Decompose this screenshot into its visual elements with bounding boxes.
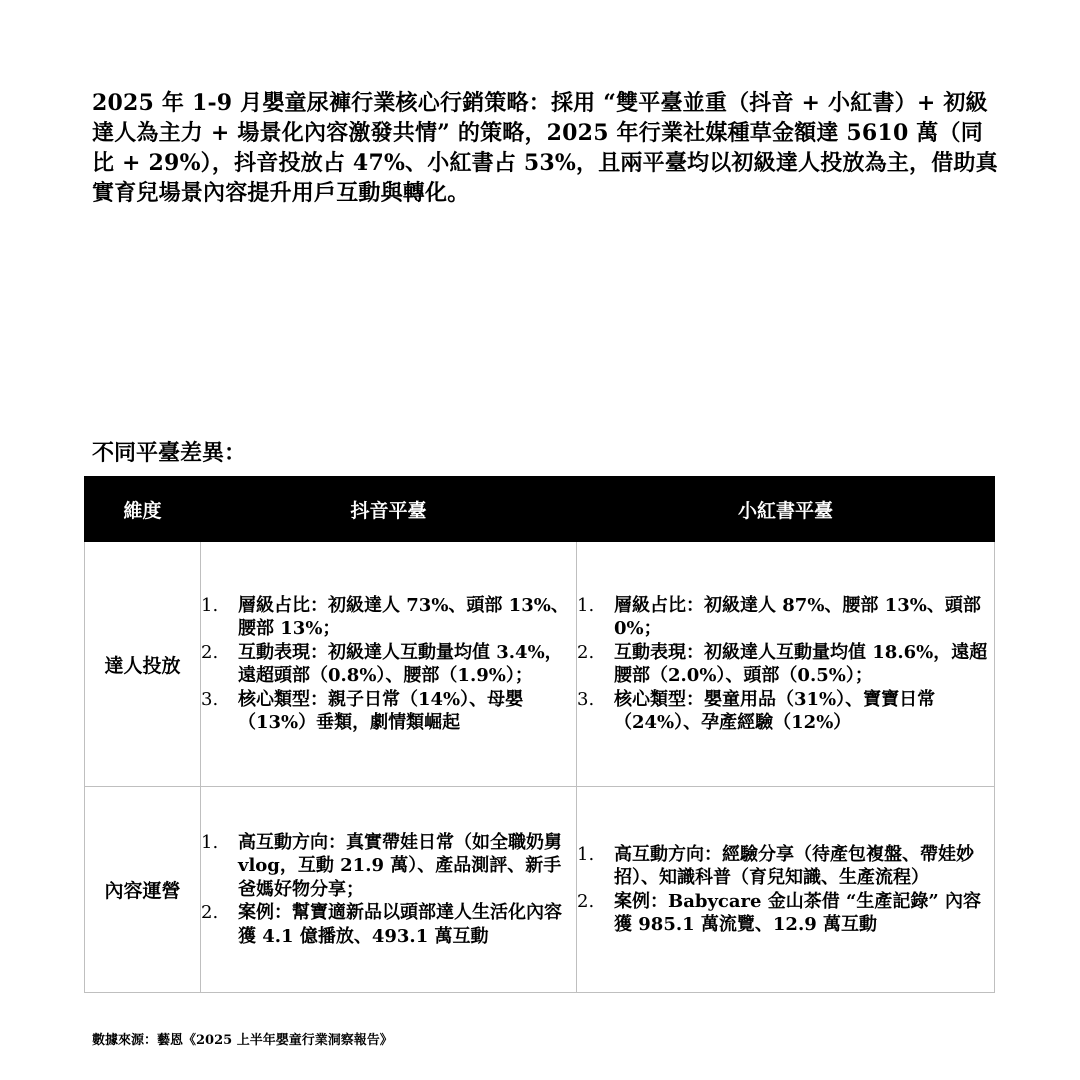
list-text: 互動表現：初級達人互動量均值 18.6%，遠超腰部（2.0%）、頭部（0.5%）；	[614, 641, 988, 686]
dimension-cell: 達人投放	[85, 542, 201, 787]
douyin-cell	[201, 542, 577, 787]
douyin-cell	[201, 787, 577, 993]
list-item	[201, 641, 572, 688]
xiaohongshu-cell	[577, 542, 995, 787]
list-text: 高互動方向：真實帶娃日常（如全職奶舅 vlog，互動 21.9 萬）、產品測評、新手爸媽好物分享；	[238, 831, 562, 900]
table-row-talent	[85, 542, 995, 787]
list-number: 3.	[577, 688, 595, 710]
douyin-talent-list	[201, 594, 576, 735]
data-source-note: 數據來源：藝恩《2025 上半年嬰童行業洞察報告》	[92, 1033, 393, 1048]
list-number: 2.	[201, 902, 219, 924]
list-item	[201, 594, 572, 641]
header-xiaohongshu: 小紅書平臺	[577, 477, 995, 542]
douyin-content-list	[201, 831, 576, 949]
list-text: 核心類型：親子日常（14%）、母嬰（13%）垂類，劇情類崛起	[238, 688, 524, 733]
list-text: 互動表現：初級達人互動量均值 3.4%，遠超頭部（0.8%）、腰部（1.9%）；	[238, 641, 563, 686]
dimension-cell: 內容運營	[85, 787, 201, 993]
list-text: 層級占比：初級達人 73%、頭部 13%、腰部 13%；	[238, 594, 569, 639]
table-row-content	[85, 787, 995, 993]
section-title: 不同平臺差異：	[92, 440, 247, 466]
list-item	[577, 688, 990, 735]
list-text: 高互動方向：經驗分享（待產包複盤、帶娃妙招）、知識科普（育兒知識、生產流程）	[614, 843, 974, 888]
list-number: 1.	[201, 831, 219, 853]
list-text: 核心類型：嬰童用品（31%）、寶寶日常（24%）、孕產經驗（12%）	[614, 688, 936, 733]
list-item	[577, 843, 990, 890]
xiaohongshu-cell	[577, 787, 995, 993]
table-header-row	[85, 477, 995, 542]
list-text: 案例：幫寶適新品以頭部達人生活化內容獲 4.1 億播放、493.1 萬互動	[238, 902, 562, 947]
xiaohongshu-content-list	[577, 843, 994, 937]
list-item	[201, 901, 572, 948]
list-item	[577, 890, 990, 937]
list-item	[577, 641, 990, 688]
list-text: 案例：Babycare 金山茶借 “生產記錄” 內容獲 985.1 萬流覽、12.9 萬互動	[614, 890, 981, 935]
header-douyin: 抖音平臺	[201, 477, 577, 542]
list-number: 2.	[201, 641, 219, 663]
list-number: 1.	[201, 594, 219, 616]
list-item	[201, 831, 572, 902]
list-text: 層級占比：初級達人 87%、腰部 13%、頭部 0%；	[614, 594, 981, 639]
list-item	[201, 688, 572, 735]
list-number: 3.	[201, 688, 219, 710]
header-dimension: 維度	[85, 477, 201, 542]
list-number: 1.	[577, 594, 595, 616]
list-item	[577, 594, 990, 641]
list-number: 1.	[577, 843, 595, 865]
intro-paragraph: 2025 年 1-9 月嬰童尿褲行業核心行銷策略：採用 “雙平臺並重（抖音 + 小紅書）+ 初級達人為主力 + 場景化內容激發共情” 的策略，2025 年行業社媒種草金額達 5610 萬（同比 + 29%），抖音投放占 47%、小紅書占 53%，且兩平臺均以初級達人投放為主，借助真實育兒場景內容提升用戶互動與轉化。	[92, 90, 998, 206]
list-number: 2.	[577, 890, 595, 912]
xiaohongshu-talent-list	[577, 594, 994, 735]
list-number: 2.	[577, 641, 595, 663]
platform-comparison-table	[84, 476, 995, 993]
